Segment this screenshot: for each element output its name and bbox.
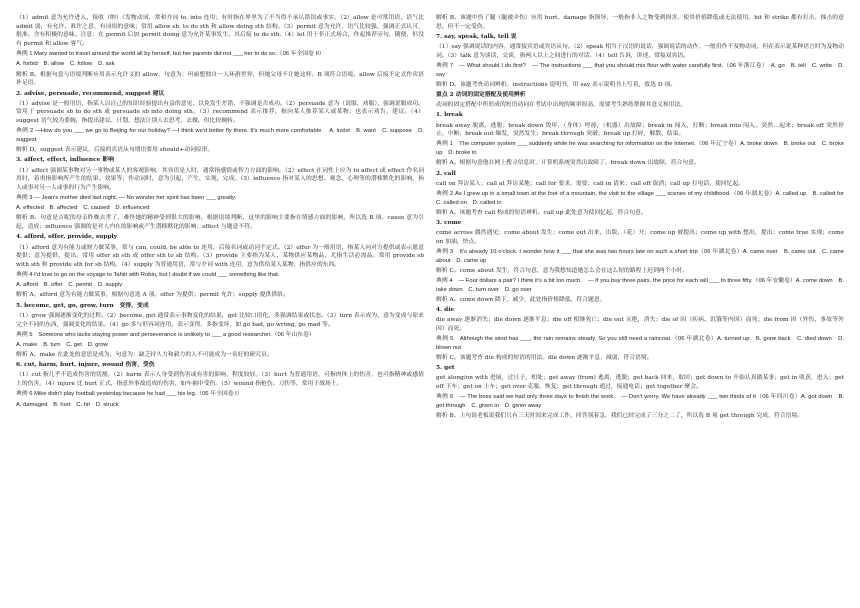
left-paragraph: 解析 B。根据句意与语境判断应用表示允许义的 allow，句意为：玛丽想独自一人环游世界，但她父母不让她这样。B 项符合语境。allow 后接不定式作宾语补足语。 bbox=[16, 71, 424, 87]
left-example: 典例 4 I'd love to go on the voyage to Tahiti with Robin, but I doubt if we could ___ something like that. bbox=[16, 272, 280, 279]
left-heading: 5. become, get, go, grow, turn 变得，变成 bbox=[16, 302, 149, 309]
left-example: 典例 2 —How do you ___ we go to Beijing for our holiday? —I think we'd better fly there. It's much more comfortable. A. insist B. want C. suppose D. suggest bbox=[16, 128, 424, 143]
right-example: 典例 2 As I grew up in a small town at the foot of a mountain, the visit to the village ___ scenes of my childhood.（06 年湖北卷）A. called up B. called for C. called on D. called in bbox=[436, 190, 850, 206]
right-paragraph: 动词的固定搭配中所形成的短语动词在考试中出现的频率很高，需要考生熟练掌握其意义和用法。 bbox=[436, 102, 687, 109]
right-heading: 7. say, speak, talk, tell 说 bbox=[436, 33, 517, 40]
left-paragraph: 解析 B。句意是吉妮的母亲昨晚去世了，难怪她的精神受到很大的影响。根据语境判断，这里的影响主要指在情感方面的影响，所以选 B 项。cause 意为引起，造成；influence 强调的是对人内在的影响或产生潜移默化的影响；effect 与题意不符。 bbox=[16, 215, 424, 231]
right-column bbox=[436, 14, 850, 598]
right-paragraph: come across 偶然遇见；come about 发生；come out 出来，出版，（花）开；come up 被提出；come up with 想出，提出；come true 实现；come on 加油，快点。 bbox=[436, 230, 844, 245]
right-paragraph: call on 拜访某人；call at 拜访某地；call for 要求，需要；call in 请来；call off 取消；call up 打电话，使回忆起。 bbox=[436, 180, 745, 187]
right-paragraph: 解析 C。come about 发生，符合句意，意为我想知道她怎么会在这么短的路程上迟到两个小时。 bbox=[436, 267, 689, 274]
right-heading: 3. come bbox=[436, 219, 462, 226]
right-paragraph: （1）say 强调说话的内容，通常接宾语或宾语从句。（2）speak 相当于汉语的说话，强调说话的动作，一般用作不及物动词，但在表示说某种语言时为及物动词。（3）talk 意为谈话，交谈，指两人以上之间进行的对话。（4）tell 告诉，讲述，常接双宾语。 bbox=[436, 44, 844, 59]
right-paragraph: 解析 B。上句说老板说我们只有三天时间来完成工作，回答别着急，我们已经完成了三分之二了，所以选 B 项 get through 完成，符合语境。 bbox=[436, 413, 804, 420]
right-paragraph: 解析 A。come down 降下，减少，此处指价格降低，符合题意。 bbox=[436, 296, 606, 303]
right-paragraph: get along/on with 进展，过日子，相处；get away (from) 逃离，逃脱；get back 回来，取回；get down to 开始认真做某事；get in 收获，进入；get off 下车；get on 上车；get over 克服，恢复；get through 通过，接通电话；get together 聚会。 bbox=[436, 375, 844, 391]
left-paragraph: 解析 A。afford 意为有能力做某事，根据句意选 A 项。offer 为提供；permit 允许；supply 提供供给。 bbox=[16, 292, 289, 299]
left-heading: 3. affect, effect, influence 影响 bbox=[16, 157, 115, 164]
right-example: 典例 1 The computer system ___ suddenly while he was searching for information on the Internet.（06 年辽宁卷）A. broke down B. broke out C. broke up D. broke in bbox=[436, 141, 844, 157]
left-example: 典例 3 — Jean's mother died last night. — No wonder her spirit has been ___ greatly. bbox=[16, 195, 237, 202]
left-example: 典例 1 Mary wanted to travel around the world all by herself, but her parents did not ___ her to do so.（06 年全国卷 II） bbox=[16, 51, 325, 58]
right-heading: 2. call bbox=[436, 170, 456, 177]
left-heading: 4. afford, offer, provide, supply bbox=[16, 234, 118, 241]
right-paragraph: 解析 A。该题考查 call 构成的短语辨析。call up 此处意为使回忆起，符合句意。 bbox=[436, 209, 647, 216]
left-example: 典例 5 Someone who lacks staying power and perseverance is unlikely to ___ a good researcher.（06 年山东卷） bbox=[16, 331, 315, 338]
right-example: 典例 3 It's already 10 o'clock. I wonder how it ___ that she was two hours late on such a short trip（06 年湖北卷）A. came over B. came out C. came about D. came up bbox=[436, 249, 844, 264]
left-example: A. make B. turn C. get D. grow bbox=[16, 341, 108, 348]
right-paragraph: 解析 A。根据句意他在网上搜寻信息时，计算机系统突然出故障了。break down 出故障，符合句意。 bbox=[436, 160, 700, 167]
right-heading: 重点 2 动词的固定搭配及使用辨析 bbox=[436, 92, 526, 98]
left-paragraph: （1）affect 强调某事物对另一事物或某人的客观影响，其宾语是人时，通常指感情或智力方面的影响。（2）effect 在词性上应为 to affect 或 effect 作名词用时，着重指影响所产生的结果、效果等；作动词时，意为引起，产生，实现，完成。（3）influence 指对某人的思想、观念、心理等的潜移默化的影响，指人或事对另一人或事的行为产生影响。 bbox=[16, 167, 424, 191]
left-paragraph: （1）cut 指几乎不造成伤害的切割。（2）harm 表示人身受到伤害或有害的影响，程度较轻。（3）hurt 为普通用语，可指肉体上的伤害，也可指精神或感情上的伤害。（4）injure 比 hurt 正式，指意外事故造成的伤害，如车祸中受伤。（5）wound 指枪伤、刀伤等，常用于战场上。 bbox=[16, 372, 424, 388]
left-heading: 2. advise, persuade, recommend, suggest 建议 bbox=[16, 90, 165, 97]
left-paragraph: 解析 A。make 在此处的意思是成为，句意为：缺乏持久力和毅力的人不可能成为一名好的研究员。 bbox=[16, 352, 273, 359]
left-paragraph: 解析 D。suggest 表示建议，后接的宾语从句谓语要用 should+动词原形。 bbox=[16, 147, 214, 154]
right-paragraph: 解析 D。该题考查动词辨析。instructions 说明书，用 say 表示说明书上写着，故选 D 项。 bbox=[436, 81, 677, 88]
right-example: 典例 7 — What should I do first? — The instructions ___ that you should mix flour with water carefully first.（06 年浙江卷） A. go B. tell C. write D. say bbox=[436, 62, 844, 78]
left-paragraph: （1）grow 强调逐渐变化的过程。（2）become, get 通常表示事物变化的结果，get 比较口语化，多强调结果或状态。（3）turn 表示成为，意为变成与原来完全不同的东西，强调变化的结果。（4）go 多与形容词连用，表示变得，多指变坏，如 go bad, go wrong, go mad 等。 bbox=[16, 312, 424, 328]
right-heading: 1. break bbox=[436, 112, 463, 119]
left-paragraph: （1）admit 意为允许进入，接收（纳）（发物动词，常和介词 to, into 连用；有时指在界里为了不当得不承认错误或事实。（2）allow 是可常用语，语气比 admit 弱，有允许、准许之意，有词组的意味；常用 allow sb. to do sth 和 allow doing sth 结构。（3）permit 意为允许，语气比较强，强调正式认可，批准。含有积极的意味。注意：在 permit 后加 permit doing 意为允许某事发生。其后接 to do sth.（4）let 用于非正式场合，作起推荐旁句，随便，但没有 permit 和 allow 客气。 bbox=[16, 15, 424, 48]
right-heading: 5. get bbox=[436, 365, 455, 372]
left-example: A. damaged B. hurt C. hit D. struck bbox=[16, 401, 119, 408]
left-paragraph: （1）afford 意为有能力或财力做某事，常与 can, could, be able to 连用，后接名词或动词不定式。（2）offer 为一般用语，指某人向对方提供或表示愿意提供；意为提供，提出。常用 offer sb sth 或 offer sth to sb 结构。（3）provide 主要指为某人、某物供应某物品，尤指生活必需品。常用 provide sb with sth 和 provide sth for sb 结构。（4）supply 为普通用语，常与介词 with 连用，意为供给某人某物，指供应的东西。 bbox=[16, 244, 424, 268]
left-example: A. forbid B. allow C. follow D. ask bbox=[16, 61, 115, 68]
right-paragraph: 解析 C。该题考查 die 构成的短语的用法。die down 逐渐平息，减弱，符合语境。 bbox=[436, 355, 653, 362]
right-example: 典例 6 — The boss said we had only three days to finish the work. — Don't worry. We have already ___ two thirds of it（06 年四川卷）A. got down B. got through C. given in D. given away bbox=[436, 394, 845, 409]
right-example: 典例 5 Although the wind has ___, the rain remains steady. So you still need a raincoat.（06 年湖北卷）A. turned up B. gone back C. died down D. blown out bbox=[436, 336, 844, 351]
left-heading: 6. cut, harm, hurt, injure, wound 伤害，受伤 bbox=[16, 362, 155, 369]
left-example: A. effected B. affected C. caused D. influenced bbox=[16, 205, 150, 212]
right-paragraph: die away 逐渐消失；die down 逐渐平息；die off 相继死亡；die out 灭绝，消失；die of 因（疾病、饥饿等内因）而死；die from 因（外伤、事故等外因）而死。 bbox=[436, 317, 844, 332]
right-paragraph: 解析 B。该题中伤了腿（腿被弄伤）应用 hurt。damage 指损坏，一般指非人之物受到损害，使其价值降低或无法使用。hit 和 strike 都有打击、撞击的意思，但不一定受伤。 bbox=[436, 15, 844, 30]
left-paragraph: （1）advise 是一般用语，指某人以自己的知识经验提出有益的意见，以免发生差错，不强调是否成功。（2）persuade 意为（说服，劝服），强调说服成功。常用于 persuade sb to do sth 或 persuade sb into doing sth。（3）recommend 表示推荐，指向某人推荐某人或某物；也表示劝告，建议。（4）suggest 语气较为委婉，指提出建议、计划、想法让别人去思考、去做，但比较婉转。 bbox=[16, 100, 424, 125]
left-column bbox=[16, 14, 424, 598]
left-example: 典例 6 Mike didn't play football yesterday because he had ___ his leg.（06 年全国卷 I） bbox=[16, 391, 243, 398]
left-example: A. afford B. offer C. permit D. supply bbox=[16, 282, 123, 289]
right-example: 典例 4 — Four dollars a pair? I think it's a bit too much. — If you buy three pairs, the price for each will ___ to three fifty.（06 年安徽卷）A. come down B. take down C. turn over D. go over bbox=[436, 278, 845, 293]
right-paragraph: break away 脱离，逃脱；break down 毁坏，（身体）垮掉，（机器）出故障；break in 闯入，打断；break into 闯入，突然…起来；break off 突然停止，中断；break out 爆发，突然发生；break through 突破；break up 打碎，解散，结束。 bbox=[436, 122, 844, 138]
right-heading: 4. die bbox=[436, 307, 455, 314]
